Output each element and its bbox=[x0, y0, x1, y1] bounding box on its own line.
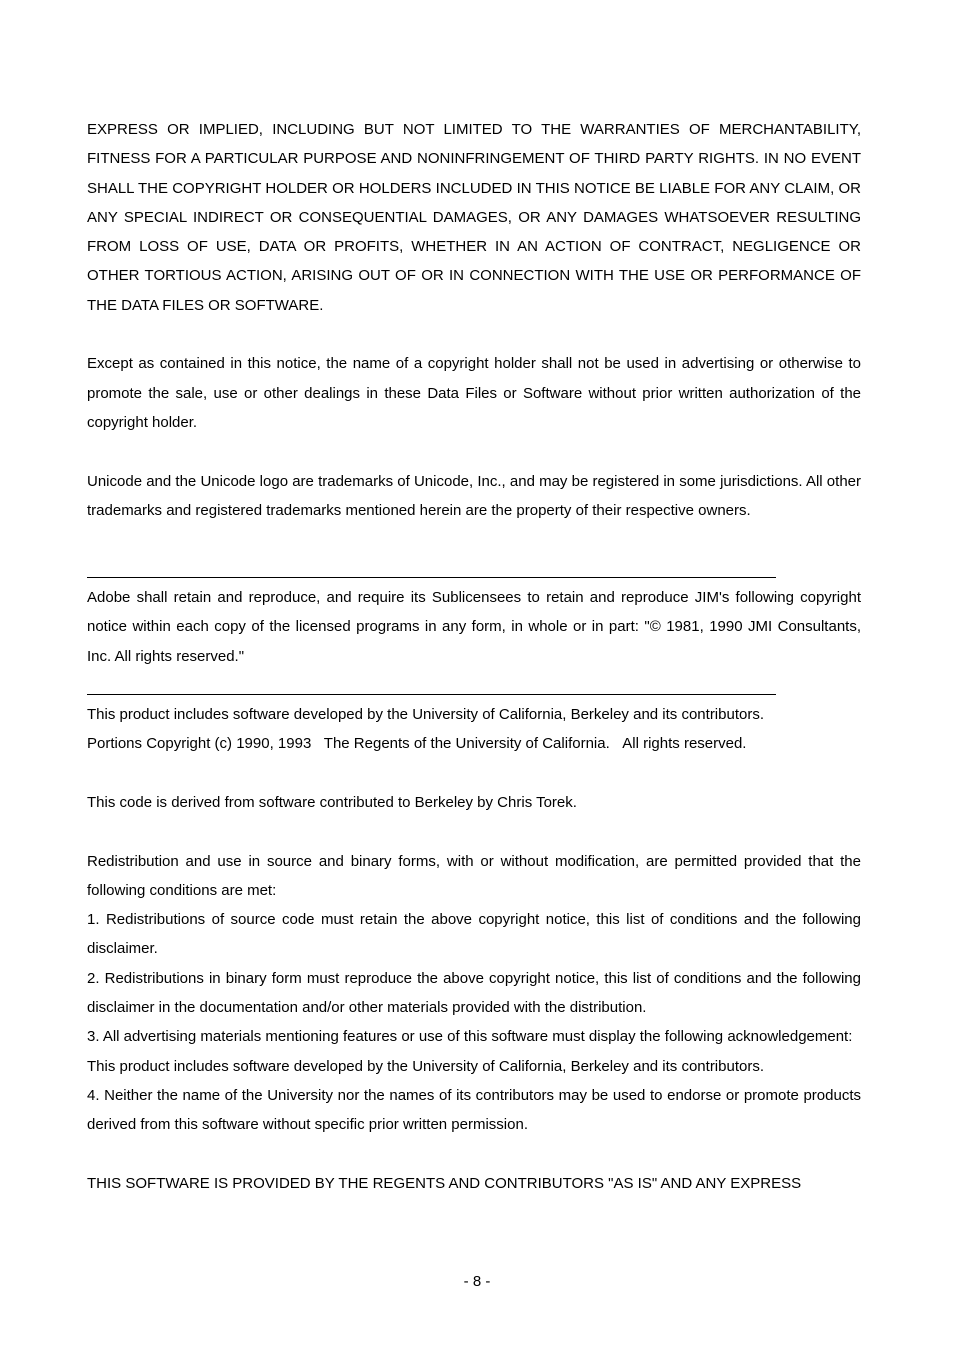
copyright-holder-name-paragraph: Except as contained in this notice, the name of a copyright holder shall not be used in advertising or otherwise to promote the sale, use or other dealings in these Data Files or Software without prior written authorization of the copyright holder. bbox=[87, 355, 861, 431]
adobe-jmi-paragraph: Adobe shall retain and reproduce, and require its Sublicensees to retain and reproduce JIM's following copyright notice within each copy of the licensed programs in any form, in whole or in part: "© 1981, 1990 JMI Consultants, Inc. All rights reserved." bbox=[87, 589, 861, 665]
condition-3-acknowledgement: This product includes software developed by the University of California, Berkeley and its contributors. bbox=[87, 1057, 764, 1075]
paragraph-spacer bbox=[87, 320, 861, 349]
page-number: - 8 - bbox=[463, 1273, 491, 1290]
redistribution-paragraph: Redistribution and use in source and binary forms, with or without modification, are permitted provided that the following conditions are met: bbox=[87, 852, 861, 899]
paragraph-spacer bbox=[87, 1140, 861, 1169]
condition-4: 4. Neither the name of the University nor the names of its contributors may be used to endorse or promote products derived from this software without specific prior written permission. bbox=[87, 1086, 861, 1134]
condition-1: 1. Redistributions of source code must retain the above copyright notice, this list of conditions and the following disclaimer. bbox=[87, 911, 861, 958]
section-divider-wrap bbox=[87, 525, 861, 583]
as-is-disclaimer-start: THIS SOFTWARE IS PROVIDED BY THE REGENTS AND CONTRIBUTORS "AS IS" AND ANY EXPRESS bbox=[87, 1174, 802, 1192]
warranty-disclaimer-paragraph: EXPRESS OR IMPLIED, INCLUDING BUT NOT LIMITED TO THE WARRANTIES OF MERCHANTABILITY, FITNESS FOR A PARTICULAR PURPOSE AND NONINFRINGEMENT OF THIRD PARTY RIGHTS. IN NO EVENT SHALL THE COPYRIGHT HOLDER OR HOLDERS INCLUDED IN THIS NOTICE BE LIABLE FOR ANY CLAIM, OR ANY SPECIAL INDIRECT OR CONSEQUENTIAL DAMAGES, OR ANY DAMAGES WHATSOEVER RESULTING FROM LOSS OF USE, DATA OR PROFITS, WHETHER IN AN ACTION OF CONTRACT, NEGLIGENCE OR OTHER TORTIOUS ACTION, ARISING OUT OF OR IN CONNECTION WITH THE USE OR PERFORMANCE OF THE DATA FILES OR SOFTWARE. bbox=[87, 121, 861, 314]
torek-attribution-paragraph: This code is derived from software contributed to Berkeley by Chris Torek. bbox=[87, 793, 577, 811]
unicode-trademark-paragraph: Unicode and the Unicode logo are trademarks of Unicode, Inc., and may be registered in some jurisdictions. All other trademarks and registered trademarks mentioned herein are the property of their respective owners. bbox=[87, 472, 861, 519]
section-divider bbox=[87, 694, 776, 695]
berkeley-notice-line: This product includes software developed by the University of California, Berkeley and its contributors. bbox=[87, 706, 764, 724]
paragraph-spacer bbox=[87, 759, 861, 788]
paragraph-spacer bbox=[87, 817, 861, 846]
condition-2: 2. Redistributions in binary form must reproduce the above copyright notice, this list of conditions and the following disclaimer in the documentation and/or other materials provided with the distribution. bbox=[87, 969, 861, 1017]
section-divider bbox=[87, 577, 776, 578]
condition-3: 3. All advertising materials mentioning features or use of this software must display the following acknowledgement: bbox=[87, 1028, 853, 1046]
section-divider-wrap bbox=[87, 671, 861, 700]
document-body bbox=[87, 115, 861, 1198]
regents-copyright-line: Portions Copyright (c) 1990, 1993 The Regents of the University of California. All rights reserved. bbox=[87, 735, 747, 753]
paragraph-spacer bbox=[87, 437, 861, 466]
